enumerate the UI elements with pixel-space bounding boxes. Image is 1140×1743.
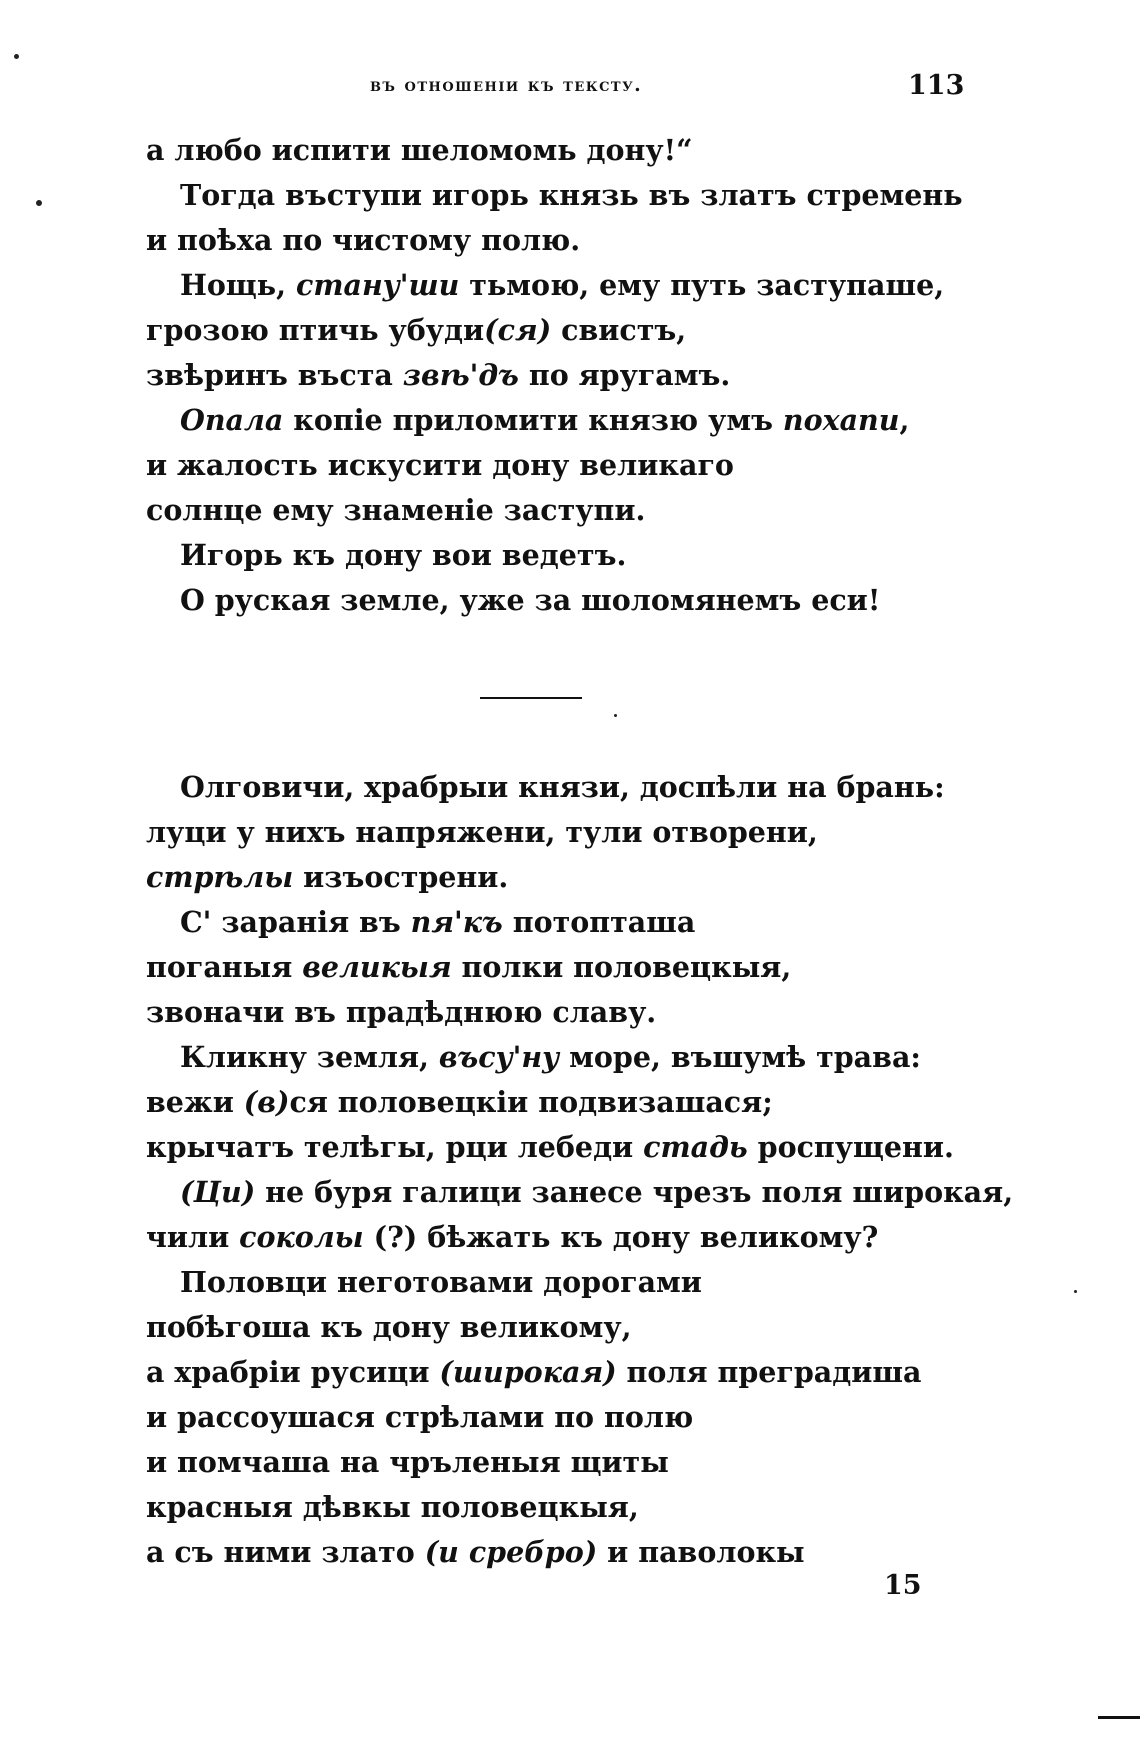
stanza-1 [146,128,1046,623]
verse-line: а любо испити шеломомь дону!“ [146,133,693,167]
verse-line: крычатъ телѣгы, рци лебеди стадь роспущени. [146,1130,954,1164]
ink-speck [614,714,617,717]
verse-line: луци у нихъ напряжени, тули отворени, [146,815,818,849]
verse-line: Олговичи, храбрыи князи, доспѣли на брань: [180,770,945,804]
verse-line: а съ ними злато (и сребро) и паволокы [146,1535,805,1569]
verse-line: а храбріи русици (широкая) поля преградиша [146,1355,922,1389]
verse-line: Игорь къ дону вои ведетъ. [180,538,627,572]
ink-speck [36,200,42,206]
verse-line: чили соколы (?) бѣжать къ дону великому? [146,1220,879,1254]
verse-line: Тогда въступи игорь князь въ златъ стремень [180,178,963,212]
verse-line: (Ци) не буря галици занесе чрезъ поля широкая, [180,1175,1014,1209]
verse-line: и поѣха по чистому полю. [146,223,581,257]
verse-line: стрѣлы изъострени. [146,860,509,894]
verse-line: Опала копіе приломити князю умъ похапи, [180,403,910,437]
edge-mark [1098,1716,1140,1719]
verse-line: Нощь, стану'ши тьмою, ему путь заступаше, [180,268,945,302]
section-divider [480,697,582,699]
page-header [0,70,1140,114]
ink-speck [14,54,19,59]
verse-line: и жалость искусити дону великаго [146,448,734,482]
verse-line: вежи (в)ся половецкіи подвизашася; [146,1085,773,1119]
verse-line: звоначи въ прадѣднюю славу. [146,995,657,1029]
verse-line: С' заранія въ пя'къ потопташа [180,905,696,939]
verse-line: Кликну земля, въсу'ну море, въшумѣ трава: [180,1040,921,1074]
verse-line: и рассоушася стрѣлами по полю [146,1400,694,1434]
page-number: 113 [908,70,965,101]
verse-line: грозою птичь убуди(ся) свистъ, [146,313,687,347]
verse-line: звѣринъ въста звѣ'дъ по яругамъ. [146,358,731,392]
ink-speck [1074,1290,1077,1293]
running-title: въ отношеніи къ тексту. [370,74,643,96]
verse-line: поганыя великыя полки половецкыя, [146,950,792,984]
stanza-2 [146,765,1046,1575]
verse-line: солнце ему знаменіе заступи. [146,493,646,527]
verse-line: побѣгоша къ дону великому, [146,1310,632,1344]
verse-line: и помчаша на чръленыя щиты [146,1445,669,1479]
signature-mark: 15 [884,1570,922,1601]
verse-line: красныя дѣвкы половецкыя, [146,1490,639,1524]
verse-line: Половци неготовами дорогами [180,1265,702,1299]
verse-line: О руская земле, уже за шоломянемъ еси! [180,583,881,617]
